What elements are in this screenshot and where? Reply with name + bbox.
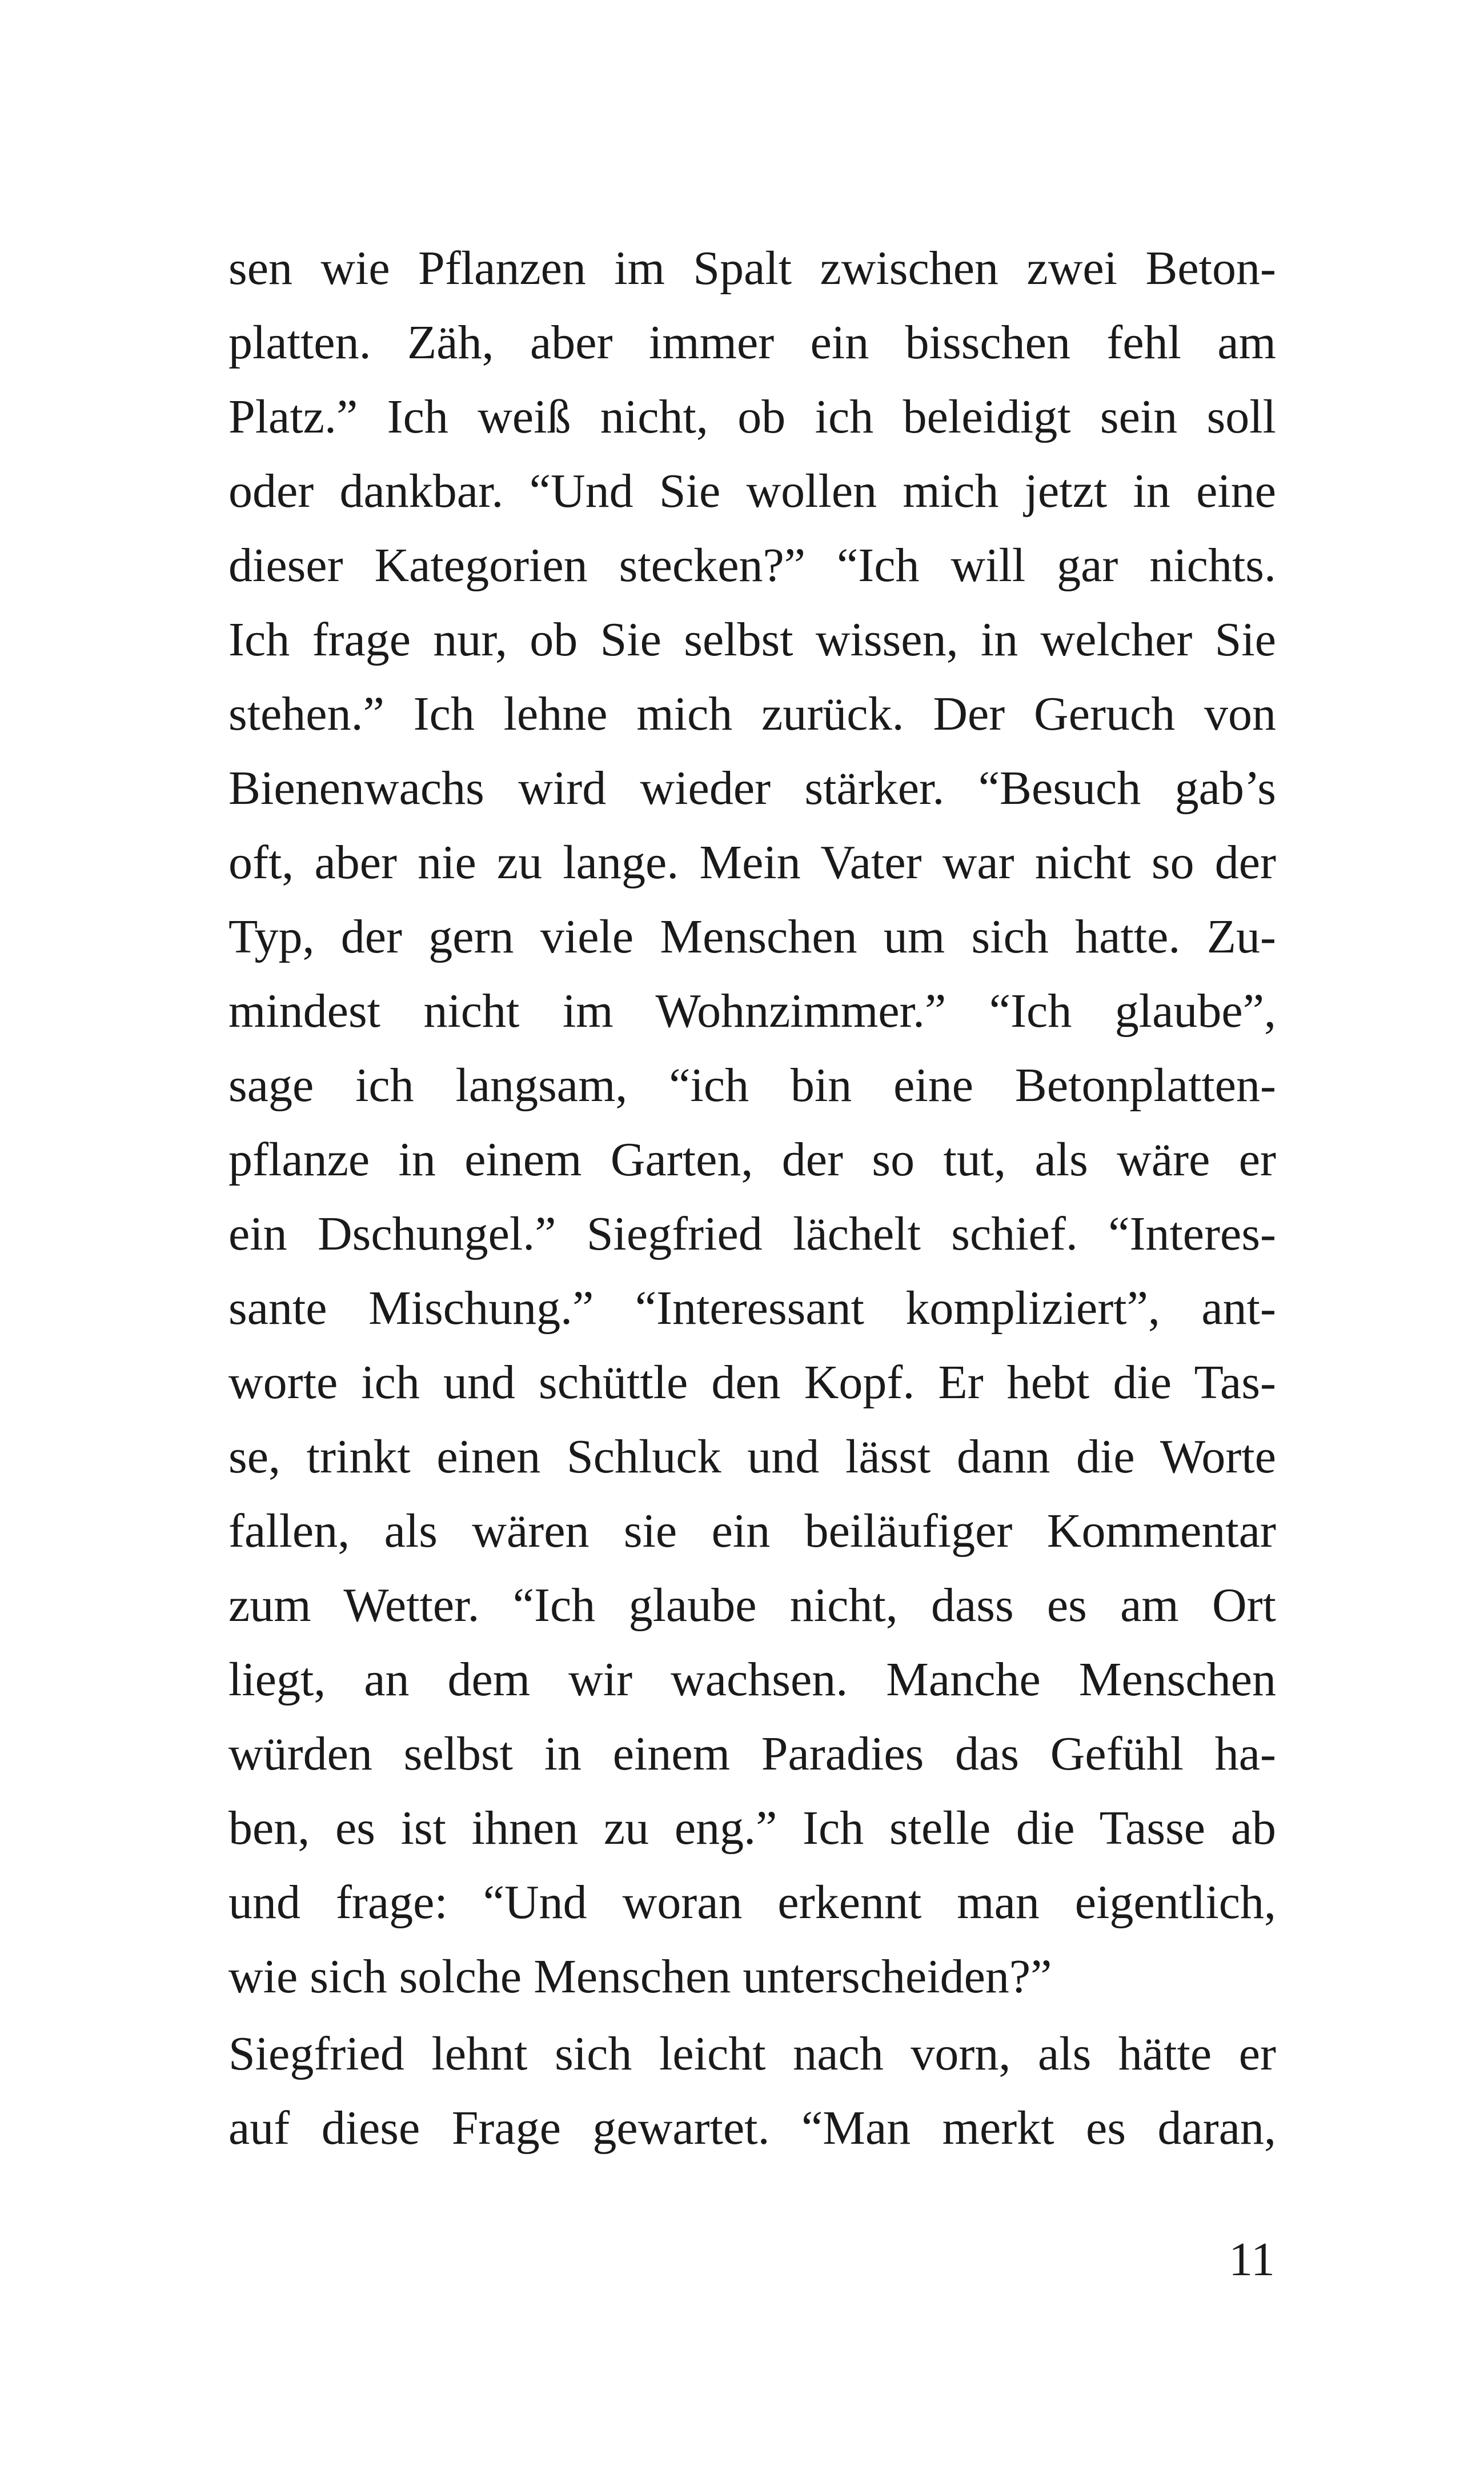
text-line: mindest nicht im Wohnzimmer.” “Ich glaube”, [228, 984, 1276, 1038]
text-line: auf diese Frage gewartet. “Man merkt es daran, [228, 2101, 1276, 2155]
text-line: stehen.” Ich lehne mich zurück. Der Geruch von [228, 687, 1276, 740]
paragraph-2 [228, 2017, 1276, 2165]
text-line: platten. Zäh, aber immer ein bisschen fehl am [228, 316, 1276, 369]
text-line: Bienenwachs wird wieder stärker. “Besuch gab’s [228, 762, 1276, 815]
text-line: fallen, als wären sie ein beiläufiger Kommentar [228, 1504, 1276, 1558]
text-line: Siegfried lehnt sich leicht nach vorn, als hätte er [228, 2027, 1276, 2080]
text-line: Platz.” Ich weiß nicht, ob ich beleidigt sein soll [228, 390, 1276, 443]
text-line: und frage: “Und woran erkennt man eigentlich, [228, 1876, 1276, 1929]
text-line: zum Wetter. “Ich glaube nicht, dass es am Ort [228, 1579, 1276, 1632]
text-line: ein Dschungel.” Siegfried lächelt schief. “Interes- [228, 1207, 1276, 1260]
text-line: oft, aber nie zu lange. Mein Vater war nicht so der [228, 836, 1276, 889]
text-line: würden selbst in einem Paradies das Gefühl ha- [228, 1727, 1276, 1780]
text-line: worte ich und schüttle den Kopf. Er hebt die Tas- [228, 1356, 1276, 1409]
text-line: oder dankbar. “Und Sie wollen mich jetzt in eine [228, 465, 1276, 518]
paragraph-1 [228, 231, 1276, 2014]
text-line: liegt, an dem wir wachsen. Manche Menschen [228, 1653, 1276, 1706]
text-line: Typ, der gern viele Menschen um sich hatte. Zu- [228, 910, 1276, 963]
text-line: dieser Kategorien stecken?” “Ich will gar nichts. [228, 539, 1276, 592]
text-line: ben, es ist ihnen zu eng.” Ich stelle die Tasse ab [228, 1802, 1276, 1855]
text-line: pflanze in einem Garten, der so tut, als wäre er [228, 1133, 1276, 1186]
text-line: sage ich langsam, “ich bin eine Betonplatten- [228, 1059, 1276, 1112]
text-line: se, trinkt einen Schluck und lässt dann die Worte [228, 1430, 1276, 1483]
text-line: Ich frage nur, ob Sie selbst wissen, in welcher Sie [228, 613, 1276, 666]
text-line: wie sich solche Menschen unterscheiden?” [228, 1950, 1052, 2003]
text-line: sante Mischung.” “Interessant kompliziert”, ant- [228, 1282, 1276, 1335]
page-number: 11 [1229, 2233, 1275, 2286]
text-line: sen wie Pflanzen im Spalt zwischen zwei Beton- [228, 242, 1276, 295]
